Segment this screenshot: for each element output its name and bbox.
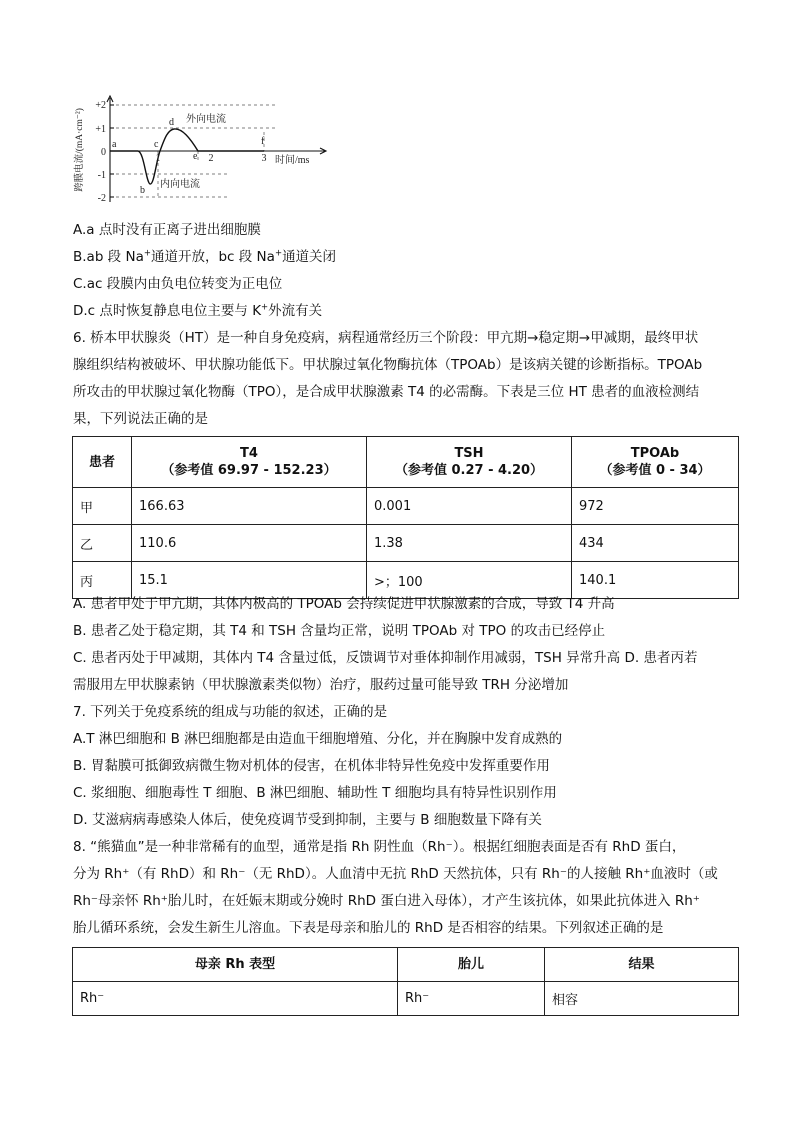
cell-tpoab: 972: [572, 488, 739, 525]
header-t4: T4 （参考值 69.97 - 152.23）: [132, 437, 367, 488]
q6-option-d-cont: 需服用左甲状腺素钠（甲状腺激素类似物）治疗，服药过量可能导致 TRH 分泌增加: [73, 677, 569, 693]
header-fetus: 胎儿: [398, 948, 545, 982]
q7-option-c: C. 浆细胞、细胞毒性 T 细胞、B 淋巴细胞、辅助性 T 细胞均具有特异性识别作用: [73, 785, 557, 801]
rh-compatibility-table: [72, 947, 739, 1016]
cell-patient: 乙: [73, 525, 132, 562]
x-tick: 1: [155, 153, 161, 164]
x-axis-label: 时间/ms: [275, 155, 310, 166]
cell-t4: 110.6: [132, 525, 367, 562]
cell-mother-rh: Rh⁻: [73, 982, 398, 1016]
hormone-test-table: [72, 436, 739, 599]
point-e: e: [193, 151, 198, 162]
cell-tsh: 1.38: [367, 525, 572, 562]
membrane-current-chart: [70, 92, 360, 210]
q6-option-b: B. 患者乙处于稳定期，其 T4 和 TSH 含量均正常，说明 TPOAb 对 TPO 的攻击已经停止: [73, 623, 606, 639]
cell-result: 相容: [545, 982, 739, 1016]
cell-t4: 166.63: [132, 488, 367, 525]
y-axis-label: 跨膜电流/(mA·cm⁻²): [75, 108, 85, 192]
q6-option-c-d: C. 患者丙处于甲减期，其体内 T4 含量过低，反馈调节对垂体抑制作用减弱，TSH 异常升高 D. 患者丙若: [73, 650, 698, 666]
q8-stem-line: 8. “熊猫血”是一种非常稀有的血型，通常是指 Rh 阴性血（Rh⁻）。根据红细胞表面是否有 RhD 蛋白，: [73, 839, 686, 855]
header-patient: 患者: [73, 437, 132, 488]
q8-stem-line: Rh⁻母亲怀 Rh⁺胎儿时，在妊娠末期或分娩时 RhD 蛋白进入母体），才产生该抗体，如果此抗体进入 Rh⁺: [73, 893, 700, 909]
table-row: [73, 562, 739, 599]
table-row: [73, 488, 739, 525]
q6-stem-line: 6. 桥本甲状腺炎（HT）是一种自身免疫病，病程通常经历三个阶段：甲亢期→稳定期→甲减期，最终甲状: [73, 330, 699, 346]
q7-option-d: D. 艾滋病病毒感染人体后，使免疫调节受到抑制，主要与 B 细胞数量下降有关: [73, 812, 542, 828]
q6-stem-line: 所攻击的甲状腺过氧化物酶（TPO），是合成甲状腺激素 T4 的必需酶。下表是三位 HT 患者的血液检测结: [73, 384, 700, 400]
q8-stem-line: 分为 Rh⁺（有 RhD）和 Rh⁻（无 RhD）。人血清中无抗 RhD 天然抗体，只有 Rh⁻的人接触 Rh⁺血液时（或: [73, 866, 718, 882]
point-d: d: [169, 117, 174, 128]
x-tick: 2: [208, 153, 214, 164]
header-tsh: TSH （参考值 0.27 - 4.20）: [367, 437, 572, 488]
outward-current-label: 外向电流: [186, 114, 226, 125]
q8-stem-line: 胎儿循环系统，会发生新生儿溶血。下表是母亲和胎儿的 RhD 是否相容的结果。下列叙述正确的是: [73, 920, 664, 936]
inward-current-label: 内向电流: [160, 179, 200, 190]
point-b: b: [140, 185, 145, 196]
point-a: a: [112, 139, 117, 150]
header-result: 结果: [545, 948, 739, 982]
cell-patient: 甲: [73, 488, 132, 525]
q6-stem-line: 腺组织结构被破坏、甲状腺功能低下。甲状腺过氧化物酶抗体（TPOAb）是该病关键的诊断指标。TPOAb: [73, 357, 703, 373]
cell-tsh: 0.001: [367, 488, 572, 525]
q7-option-a: A.T 淋巴细胞和 B 淋巴细胞都是由造血干细胞增殖、分化，并在胸腺中发育成熟的: [73, 731, 563, 747]
cell-tsh: >；100: [367, 562, 572, 599]
q5-option-b: B.ab 段 Na+通道开放，bc 段 Na+通道关闭: [73, 248, 337, 265]
y-tick: +2: [95, 100, 106, 111]
point-c: c: [154, 139, 159, 150]
cell-tpoab: 434: [572, 525, 739, 562]
y-tick: -2: [97, 193, 106, 204]
x-tick: 3: [261, 153, 267, 164]
y-tick: -1: [97, 170, 106, 181]
table-row: [73, 525, 739, 562]
q5-option-d: D.c 点时恢复静息电位主要与 K+外流有关: [73, 302, 323, 319]
cell-t4: 15.1: [132, 562, 367, 599]
q5-option-c: C.ac 段膜内由负电位转变为正电位: [73, 276, 283, 292]
cell-patient: 丙: [73, 562, 132, 599]
table-row: [73, 982, 739, 1016]
q7-option-b: B. 胃黏膜可抵御致病微生物对机体的侵害，在机体非特异性免疫中发挥重要作用: [73, 758, 550, 774]
q6-option-a: A. 患者甲处于甲亢期，其体内极高的 TPOAb 会持续促进甲状腺激素的合成，导致 T4 升高: [73, 596, 615, 612]
header-tpoab: TPOAb （参考值 0 - 34）: [572, 437, 739, 488]
cell-fetus: Rh⁻: [398, 982, 545, 1016]
q7-stem: 7. 下列关于免疫系统的组成与功能的叙述，正确的是: [73, 704, 388, 720]
q5-option-a: A.a 点时没有正离子进出细胞膜: [73, 222, 261, 238]
header-mother-rh: 母亲 Rh 表型: [73, 948, 398, 982]
current-curve: [110, 129, 264, 184]
cell-tpoab: 140.1: [572, 562, 739, 599]
y-tick: +1: [95, 124, 106, 135]
table-header-row: [73, 437, 739, 488]
table-header-row: [73, 948, 739, 982]
point-f: f: [261, 136, 265, 147]
y-tick: 0: [101, 147, 106, 158]
q6-stem-line: 果，下列说法正确的是: [73, 411, 208, 427]
